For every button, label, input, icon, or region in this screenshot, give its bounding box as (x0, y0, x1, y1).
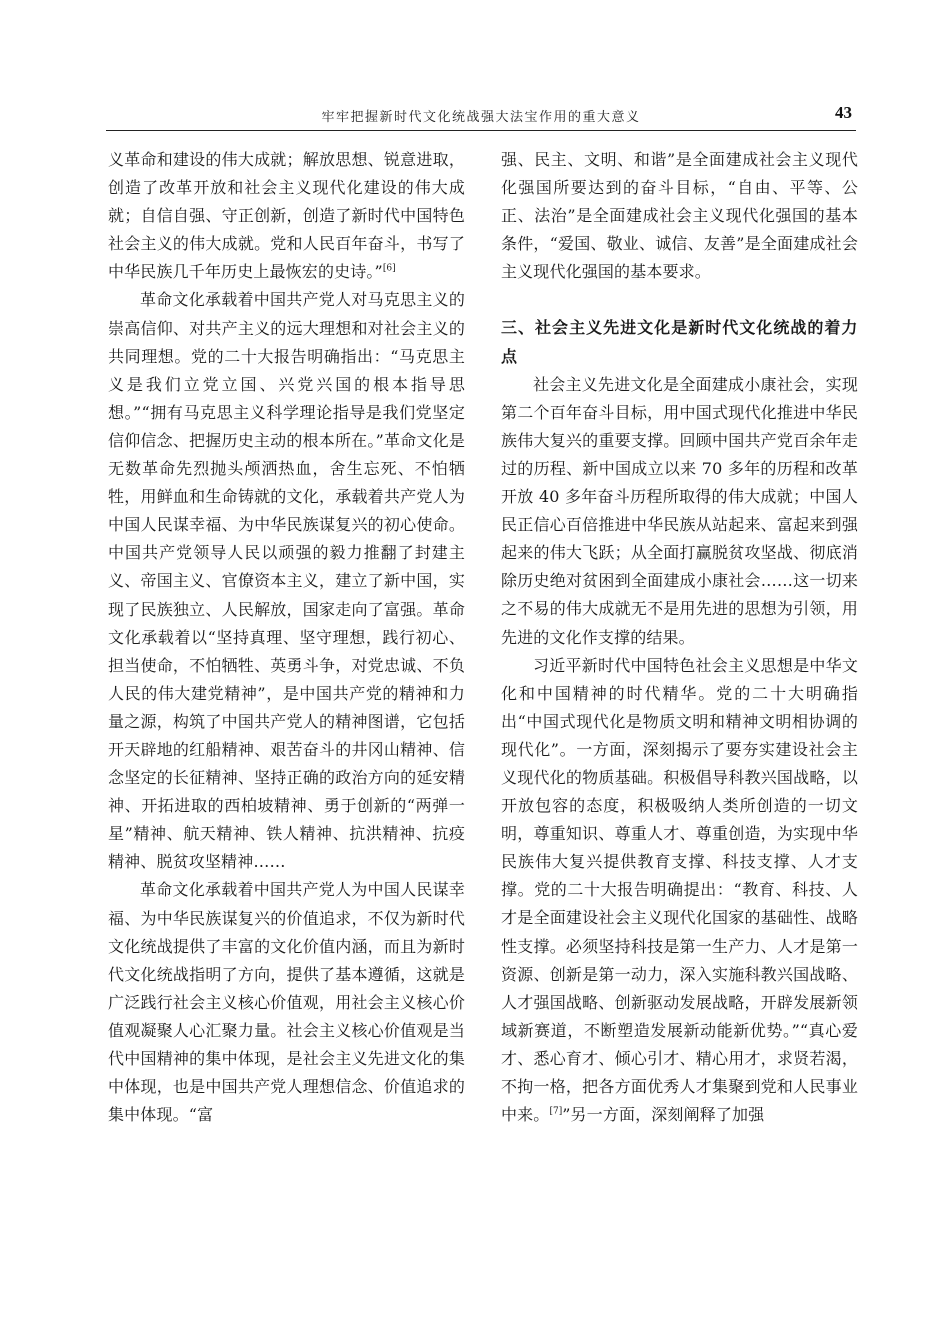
page-number: 43 (835, 103, 852, 122)
section-gap (501, 286, 858, 314)
paragraph-core-values: 革命文化承载着中国共产党人为中国人民谋幸福、为中华民族谋复兴的价值追求，不仅为新时代文化统战提供了丰富的文化价值内涵，而且为新时代文化统战指明了方向，提供了基本遵循，这就是广泛践行社会主义核心价值观，用社会主义核心价值观凝聚人心汇聚力量。社会主义核心价值观是当代中国精神的集中体现，是社会主义先进文化的集中体现，也是中国共产党人理想信念、价值追求的集中体现。“富 (108, 880, 465, 1125)
citation-ref: [7] (549, 1106, 563, 1117)
paragraph-revolutionary-culture: 革命文化承载着中国共产党人对马克思主义的崇高信仰、对共产主义的远大理想和对社会主义的共同理想。党的二十大报告明确指出：“马克思主义是我们立党立国、兴党兴国的根本指导思想。”“拥有马克思主义科学理论指导是我们党坚定信仰信念、把握历史主动的根本所在。”革命文化是无数革命先烈抛头颅洒热血，舍生忘死、不怕牺牲，用鲜血和生命铸就的文化，承载着共产党人为中国人民谋幸福、为中华民族谋复兴的初心使命。中国共产党领导人民以顽强的毅力推翻了封建主义、帝国主义、官僚资本主义，建立了新中国，实现了民族独立、人民解放，国家走向了富强。革命文化承载着以“坚持真理、坚守理想，践行初心、担当使命，不怕牺牲、英勇斗争，对党忠诚、不负人民的伟大建党精神”，是中国共产党的精神和力量之源，构筑了中国共产党人的精神图谱，它包括开天辟地的红船精神、艰苦奋斗的井冈山精神、信念坚定的长征精神、坚持正确的政治方向的延安精神、开拓进取的西柏坡精神、勇于创新的“两弹一星”精神、航天精神、铁人精神、抗洪精神、抗疫精神、脱贫攻坚精神…… (108, 290, 465, 872)
running-header (106, 104, 856, 131)
paragraph-text: 习近平新时代中国特色社会主义思想是中华文化和中国精神的时代精华。党的二十大明确指出“中国式现代化是物质文明和精神文明相协调的现代化”。一方面，深刻揭示了要夯实建设社会主义现代化的物质基础。积极倡导科教兴国战略，以开放包容的态度，积极吸纳人类所创造的一切文明，尊重知识、尊重人才、尊重创造，为实现中华民族伟大复兴提供教育支撑、科技支撑、人才支撑。党的二十大报告明确提出：“教育、科技、人才是全面建设社会主义现代化国家的基础性、战略性支撑。必须坚持科技是第一生产力、人才是第一资源、创新是第一动力，深入实施科教兴国战略、人才强国战略、创新驱动发展战略，开辟发展新领域新赛道，不断塑造发展新动能新优势。”“真心爱才、悉心育才、倾心引才、精心用才，求贤若渴，不拘一格，把各方面优秀人才集聚到党和人民事业中来。 (501, 655, 858, 1125)
paragraph-xi-thought (501, 652, 858, 1130)
paragraph-achievements (108, 146, 465, 286)
paragraph-core-values-continued: 强、民主、文明、和谐”是全面建成社会主义现代化强国所要达到的奋斗目标，“自由、平等、公正、法治”是全面建成社会主义现代化强国的基本条件，“爱国、敬业、诚信、友善”是全面建成社会主义现代化强国的基本要求。 (501, 150, 858, 282)
section-heading: 三、社会主义先进文化是新时代文化统战的着力点 (501, 318, 858, 366)
left-column (108, 146, 465, 1129)
running-title: 牢牢把握新时代文化统战强大法宝作用的重大意义 (321, 110, 641, 125)
paragraph-advanced-culture: 社会主义先进文化是全面建成小康社会，实现第二个百年奋斗目标，用中国式现代化推进中华民族伟大复兴的重要支撑。回顾中国共产党百余年走过的历程、新中国成立以来 70 多年的历程和改革开放 40 多年奋斗历程所取得的伟大成就；中国人民正信心百倍推进中华民族从站起来、富起来到强起来的伟大飞跃；从全面打赢脱贫攻坚战、彻底消除历史绝对贫困到全面建成小康社会……这一切来之不易的伟大成就无不是用先进的思想为引领，用先进的文化作支撑的结果。 (501, 374, 858, 647)
right-column (501, 146, 858, 1129)
paragraph-tail: ”另一方面，深刻阐释了加强 (562, 1105, 765, 1125)
paragraph-text: 义革命和建设的伟大成就；解放思想、锐意进取，创造了改革开放和社会主义现代化建设的伟大成就；自信自强、守正创新，创造了新时代中国特色社会主义的伟大成就。党和人民百年奋斗，书写了中华民族几千年历史上最恢宏的史诗。” (108, 150, 465, 282)
citation-ref: [6] (382, 264, 396, 275)
